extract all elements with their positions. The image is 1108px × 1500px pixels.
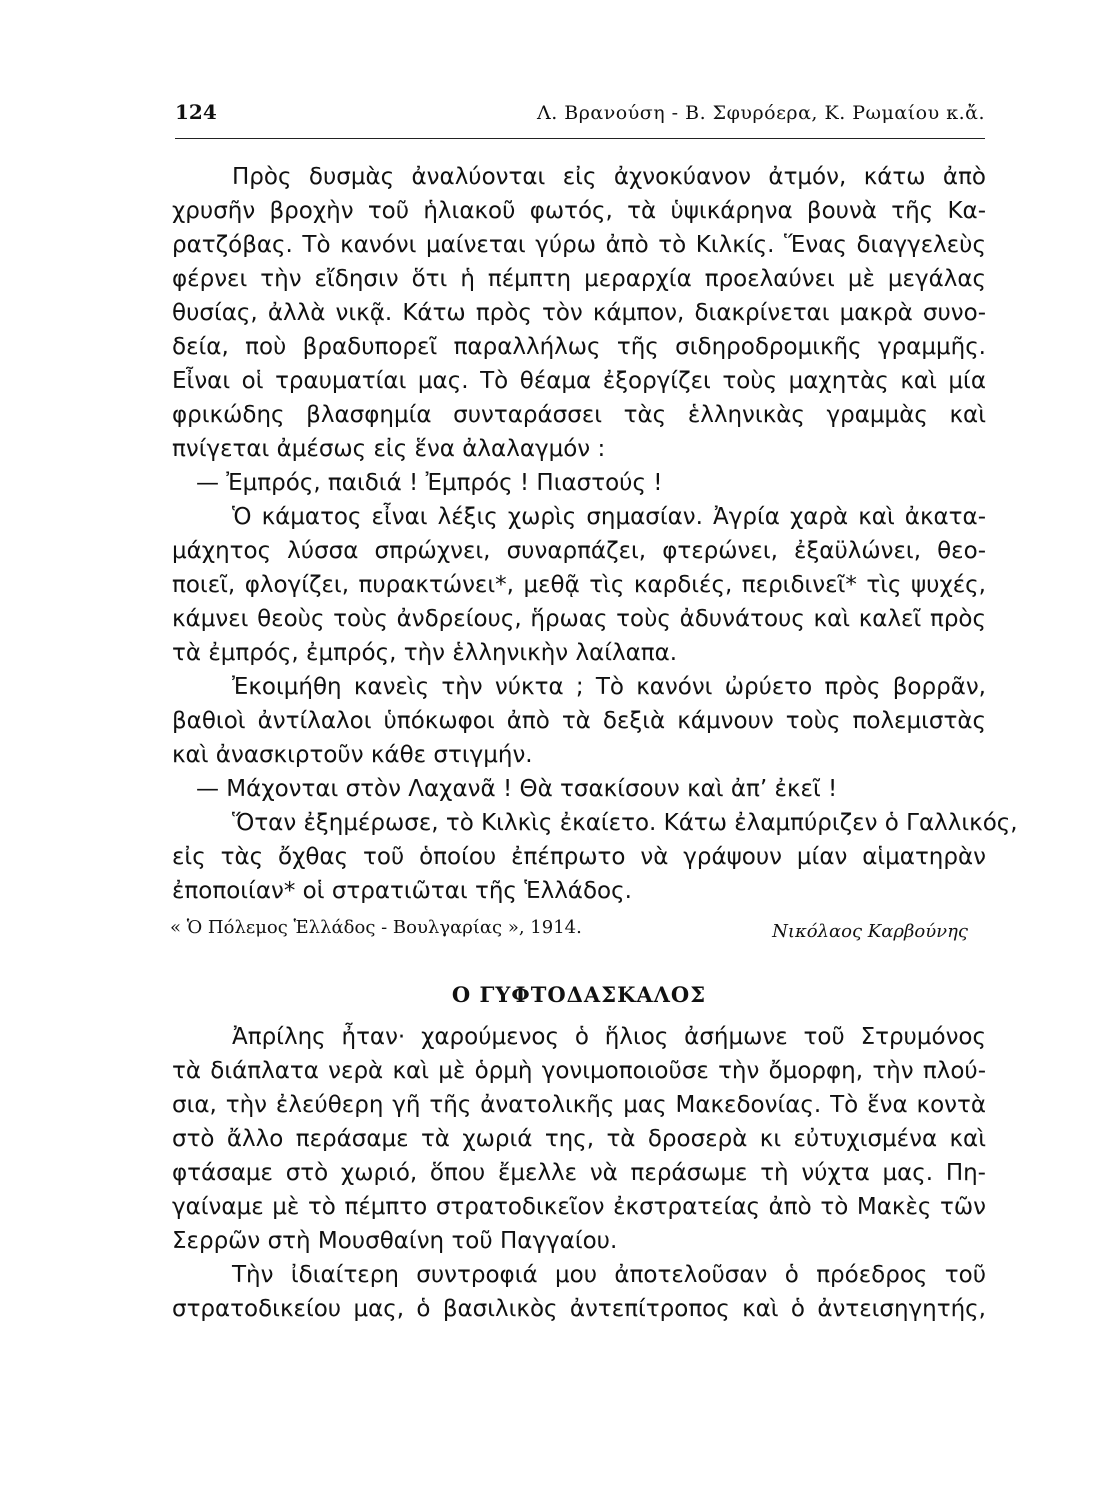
text-line: καὶ ἀνασκιρτοῦν κάθε στιγμήν. [172,742,533,768]
text-line: χρυσῆν βροχὴν τοῦ ἡλιακοῦ φωτός, τὰ ὑψικάρηνα βουνὰ τῆς Κα- [172,198,986,224]
text-line: τὰ διάπλατα νερὰ καὶ μὲ ὁρμὴ γονιμοποιοῦσε τὴν ὄμορφη, τὴν πλού- [172,1058,986,1084]
dialogue-line: — Ἐμπρός, παιδιά ! Ἐμπρός ! Πιαστούς ! [196,470,663,496]
text-line: θυσίας, ἀλλὰ νικᾷ. Κάτω πρὸς τὸν κάμπον, διακρίνεται μακρὰ συνο- [172,300,986,326]
text-line: στρατοδικείου μας, ὁ βασιλικὸς ἀντεπίτροπος καὶ ὁ ἀντεισηγητής, [172,1296,986,1322]
dialogue-line: — Μάχονται στὸν Λαχανᾶ ! Θὰ τσακίσουν καὶ ἀπ’ ἐκεῖ ! [196,776,838,802]
text-line: φέρνει τὴν εἴδησιν ὅτι ἡ πέμπτη μεραρχία προελαύνει μὲ μεγάλας [172,266,986,292]
text-line: ρατζόβας. Τὸ κανόνι μαίνεται γύρω ἀπὸ τὸ Κιλκίς. Ἕνας διαγγελεὺς [172,232,986,258]
text-line: εἰς τὰς ὄχθας τοῦ ὁποίου ἐπέπρωτο νὰ γράψουν μίαν αἱματηρὰν [172,844,986,870]
running-head: Λ. Βρανούση - Β. Σφυρόερα, Κ. Ρωμαίου κ.ἄ. [536,102,985,124]
page-header [175,100,985,139]
text-line: Σερρῶν στὴ Μουσθαίνη τοῦ Παγγαίου. [172,1228,618,1254]
text-line: Ὁ κάματος εἶναι λέξις χωρὶς σημασίαν. Ἀγρία χαρὰ καὶ ἀκατα- [232,504,986,530]
text-line: φρικώδης βλασφημία συνταράσσει τὰς ἑλληνικὰς γραμμὰς καὶ [172,402,986,428]
text-line: γαίναμε μὲ τὸ πέμπτο στρατοδικεῖον ἐκστρατείας ἀπὸ τὸ Μακὲς τῶν [172,1194,986,1220]
text-line: Εἶναι οἱ τραυματίαι μας. Τὸ θέαμα ἐξοργίζει τοὺς μαχητὰς καὶ μία [172,368,986,394]
page-number: 124 [175,100,217,124]
text-line: τὰ ἐμπρός, ἐμπρός, τὴν ἑλληνικὴν λαίλαπα. [172,640,678,666]
text-line: ποιεῖ, φλογίζει, πυρακτώνει*, μεθᾷ τὶς καρδιές, περιδινεῖ* τὶς ψυχές, [172,572,986,598]
text-line: σια, τὴν ἐλεύθερη γῆ τῆς ἀνατολικῆς μας Μακεδονίας. Τὸ ἕνα κοντὰ [172,1092,986,1118]
text-line: Ὅταν ἐξημέρωσε, τὸ Κιλκὶς ἐκαίετο. Κάτω ἐλαμπύριζεν ὁ Γαλλικός, [232,810,1018,836]
text-line: φτάσαμε στὸ χωριό, ὅπου ἔμελλε νὰ περάσωμε τὴ νύχτα μας. Πη- [172,1160,986,1186]
text-line: δεία, ποὺ βραδυπορεῖ παραλλήλως τῆς σιδηροδρομικῆς γραμμῆς. [172,334,986,360]
text-line: βαθιοὶ ἀντίλαλοι ὑπόκωφοι ἀπὸ τὰ δεξιὰ κάμνουν τοὺς πολεμιστὰς [172,708,986,734]
text-line: στὸ ἄλλο περάσαμε τὰ χωριά της, τὰ δροσερὰ κι εὐτυχισμένα καὶ [172,1126,986,1152]
text-line: κάμνει θεοὺς τοὺς ἀνδρείους, ἥρωας τοὺς ἀδυνάτους καὶ καλεῖ πρὸς [172,606,986,632]
section-title: Ο ΓΥΦΤΟΔΑΣΚΑΛΟΣ [451,982,707,1007]
text-line: ἐποποιίαν* οἱ στρατιῶται τῆς Ἑλλάδος. [172,878,632,904]
author-name: Νικόλαος Καρβούνης [772,921,968,942]
source-citation: « Ὁ Πόλεμος Ἑλλάδος - Βουλγαρίας », 1914. [170,917,582,938]
text-line: Τὴν ἰδιαίτερη συντροφιά μου ἀποτελοῦσαν ὁ πρόεδρος τοῦ [232,1262,986,1288]
text-line: μάχητος λύσσα σπρώχνει, συναρπάζει, φτερώνει, ἐξαϋλώνει, θεο- [172,538,986,564]
text-line: Πρὸς δυσμὰς ἀναλύονται εἰς ἀχνοκύανον ἀτμόν, κάτω ἀπὸ [232,164,986,190]
text-line: Ἐκοιμήθη κανεὶς τὴν νύκτα ; Τὸ κανόνι ὠρύετο πρὸς βορρᾶν, [232,674,986,700]
text-line: Ἀπρίλης ἦταν· χαρούμενος ὁ ἥλιος ἀσήμωνε τοῦ Στρυμόνος [232,1024,986,1050]
text-line: πνίγεται ἀμέσως εἰς ἕνα ἀλαλαγμόν : [172,436,606,462]
